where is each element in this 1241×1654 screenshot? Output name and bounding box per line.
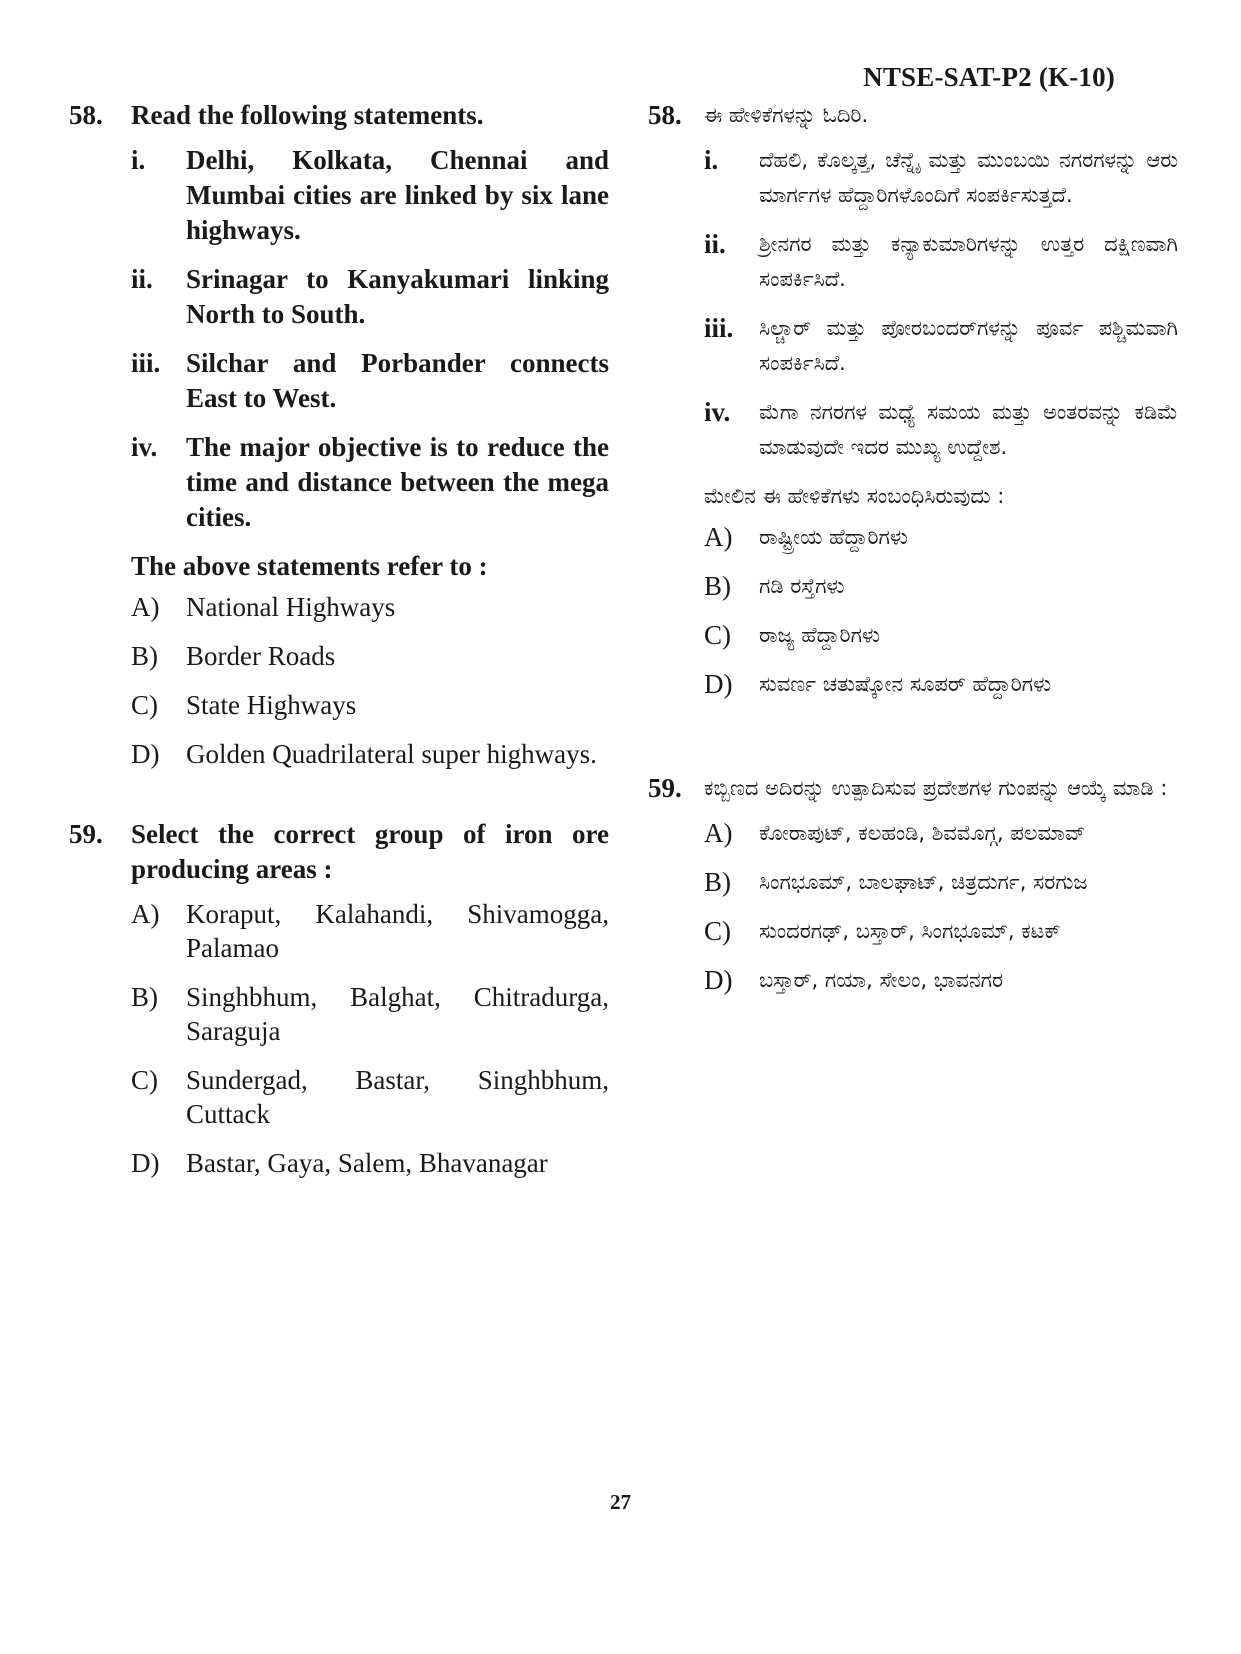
option-text: ರಾಷ್ಟ್ರೀಯ ಹೆದ್ದಾರಿಗಳು — [759, 525, 908, 549]
option-label: A) — [704, 522, 733, 552]
page-number: 27 — [610, 1490, 631, 1514]
statement-number: i. — [131, 145, 146, 175]
option-text: ಕೋರಾಪುಟ್, ಕಲಹಂಡಿ, ಶಿವಮೊಗ್ಗ, ಪಲಮಾವ್ — [759, 821, 1086, 845]
option-text: ರಾಜ್ಯ ಹೆದ್ದಾರಿಗಳು — [759, 623, 881, 647]
question-text: Read the following statements. — [131, 100, 484, 130]
option-label: A) — [131, 899, 160, 929]
statement-item — [704, 311, 1178, 381]
question-number: 59. — [648, 773, 682, 803]
statement-item — [131, 430, 609, 535]
option-text: Border Roads — [186, 641, 336, 671]
option-label: B) — [704, 867, 731, 897]
statement-item — [131, 143, 609, 248]
question-58 — [69, 98, 609, 771]
option-c[interactable] — [131, 688, 609, 722]
option-label: D) — [131, 1148, 160, 1178]
option-a[interactable] — [704, 816, 1178, 850]
question-number: 58. — [69, 100, 103, 130]
option-b[interactable] — [131, 639, 609, 673]
question-text: ಈ ಹೇಳಿಕೆಗಳನ್ನು ಓದಿರಿ. — [704, 103, 869, 127]
option-text: ಸುಂದರಗಢ್, ಬಸ್ತಾರ್, ಸಿಂಗಭೂಮ್, ಕಟಕ್ — [759, 919, 1061, 943]
english-column — [69, 98, 609, 1195]
option-text: Golden Quadrilateral super highways. — [186, 739, 597, 769]
option-text: Bastar, Gaya, Salem, Bhavanagar — [186, 1148, 548, 1178]
question-text: ಕಬ್ಬಿಣದ ಅದಿರನ್ನು ಉತ್ಪಾದಿಸುವ ಪ್ರದೇಶಗಳ ಗುಂಪನ್ನು ಆಯ್ಕೆ ಮಾಡಿ : — [704, 776, 1168, 800]
statement-list — [131, 143, 609, 535]
option-text: State Highways — [186, 690, 357, 720]
option-label: C) — [704, 916, 731, 946]
option-text: ಸಿಂಗಭೂಮ್, ಬಾಲಘಾಟ್, ಚಿತ್ರದುರ್ಗ, ಸರಗುಜ — [759, 870, 1088, 894]
question-59-kannada — [648, 771, 1178, 997]
statement-text: ಮೆಗಾ ನಗರಗಳ ಮಧ್ಯೆ ಸಮಯ ಮತ್ತು ಅಂತರವನ್ನು ಕಡಿಮೆ ಮಾಡುವುದೇ ಇದರ ಮುಖ್ಯ ಉದ್ದೇಶ. — [759, 400, 1178, 459]
refer-prompt: ಮೇಲಿನ ಈ ಹೇಳಿಕೆಗಳು ಸಂಬಂಧಿಸಿರುವುದು : — [704, 484, 1005, 508]
statement-list — [704, 143, 1178, 465]
option-b[interactable] — [704, 865, 1178, 899]
statement-text: ದೆಹಲಿ, ಕೊಲ್ಕತ್ತ, ಚೆನ್ನೈ ಮತ್ತು ಮುಂಬಯಿ ನಗರಗಳನ್ನು ಆರು ಮಾರ್ಗಗಳ ಹೆದ್ದಾರಿಗಳೊಂದಿಗೆ ಸಂಪರ್ಕಿಸುತ್ತದೆ. — [759, 148, 1178, 207]
statement-text: ಶ್ರೀನಗರ ಮತ್ತು ಕನ್ಯಾಕುಮಾರಿಗಳನ್ನು ಉತ್ತರ ದಕ್ಷಿಣವಾಗಿ ಸಂಪರ್ಕಿಸಿದೆ. — [759, 232, 1178, 291]
question-number: 58. — [648, 100, 682, 130]
option-a[interactable] — [131, 590, 609, 624]
option-label: C) — [704, 620, 731, 650]
option-label: B) — [704, 571, 731, 601]
option-list — [704, 816, 1178, 997]
refer-prompt: The above statements refer to : — [131, 551, 488, 581]
question-number: 59. — [69, 819, 103, 849]
option-label: D) — [704, 965, 733, 995]
statement-item — [704, 227, 1178, 297]
option-c[interactable] — [131, 1063, 609, 1131]
option-label: D) — [131, 739, 160, 769]
statement-number: iii. — [131, 348, 161, 378]
question-59 — [69, 817, 609, 1180]
option-list — [131, 897, 609, 1180]
option-b[interactable] — [131, 980, 609, 1048]
question-text: Select the correct group of iron ore producing areas : — [131, 819, 609, 884]
option-list — [704, 520, 1178, 701]
question-58-kannada — [648, 98, 1178, 701]
option-label: C) — [131, 1065, 158, 1095]
option-b[interactable] — [704, 569, 1178, 603]
option-d[interactable] — [704, 667, 1178, 701]
option-label: A) — [704, 818, 733, 848]
statement-number: iv. — [704, 397, 731, 427]
page-header-code: NTSE-SAT-P2 (K-10) — [863, 62, 1115, 92]
statement-text: Srinagar to Kanyakumari linking North to South. — [186, 264, 609, 329]
statement-number: i. — [704, 145, 719, 175]
statement-item — [131, 346, 609, 416]
option-d[interactable] — [131, 1146, 609, 1180]
option-label: A) — [131, 592, 160, 622]
option-a[interactable] — [131, 897, 609, 965]
statement-text: Silchar and Porbander connects East to West. — [186, 348, 609, 413]
option-text: Singhbhum, Balghat, Chitradurga, Saraguja — [186, 982, 609, 1046]
option-a[interactable] — [704, 520, 1178, 554]
option-label: B) — [131, 641, 158, 671]
statement-item — [131, 262, 609, 332]
option-d[interactable] — [704, 963, 1178, 997]
option-d[interactable] — [131, 737, 609, 771]
option-text: ಸುವರ್ಣ ಚತುಷ್ಕೋನ ಸೂಪರ್ ಹೆದ್ದಾರಿಗಳು — [759, 672, 1052, 696]
option-c[interactable] — [704, 914, 1178, 948]
option-text: ಗಡಿ ರಸ್ತೆಗಳು — [759, 574, 845, 598]
option-c[interactable] — [704, 618, 1178, 652]
kannada-column — [648, 98, 1178, 1012]
option-text: ಬಸ್ತಾರ್, ಗಯಾ, ಸೇಲಂ, ಭಾವನಗರ — [759, 968, 1004, 992]
option-text: National Highways — [186, 592, 396, 622]
option-label: C) — [131, 690, 158, 720]
statement-number: ii. — [131, 264, 153, 294]
statement-item — [704, 395, 1178, 465]
statement-text: The major objective is to reduce the time and distance between the mega cities. — [186, 432, 609, 532]
option-text: Sundergad, Bastar, Singhbhum, Cuttack — [186, 1065, 609, 1129]
option-label: D) — [704, 669, 733, 699]
option-text: Koraput, Kalahandi, Shivamogga, Palamao — [186, 899, 609, 963]
statement-item — [704, 143, 1178, 213]
statement-text: Delhi, Kolkata, Chennai and Mumbai cities are linked by six lane highways. — [186, 145, 609, 245]
statement-number: iv. — [131, 432, 158, 462]
statement-number: ii. — [704, 229, 726, 259]
option-list — [131, 590, 609, 771]
statement-number: iii. — [704, 313, 734, 343]
statement-text: ಸಿಲ್ಚಾರ್ ಮತ್ತು ಪೋರಬಂದರ್‌ಗಳನ್ನು ಪೂರ್ವ ಪಶ್ಚಿಮವಾಗಿ ಸಂಪರ್ಕಿಸಿದೆ. — [759, 316, 1178, 375]
option-label: B) — [131, 982, 158, 1012]
